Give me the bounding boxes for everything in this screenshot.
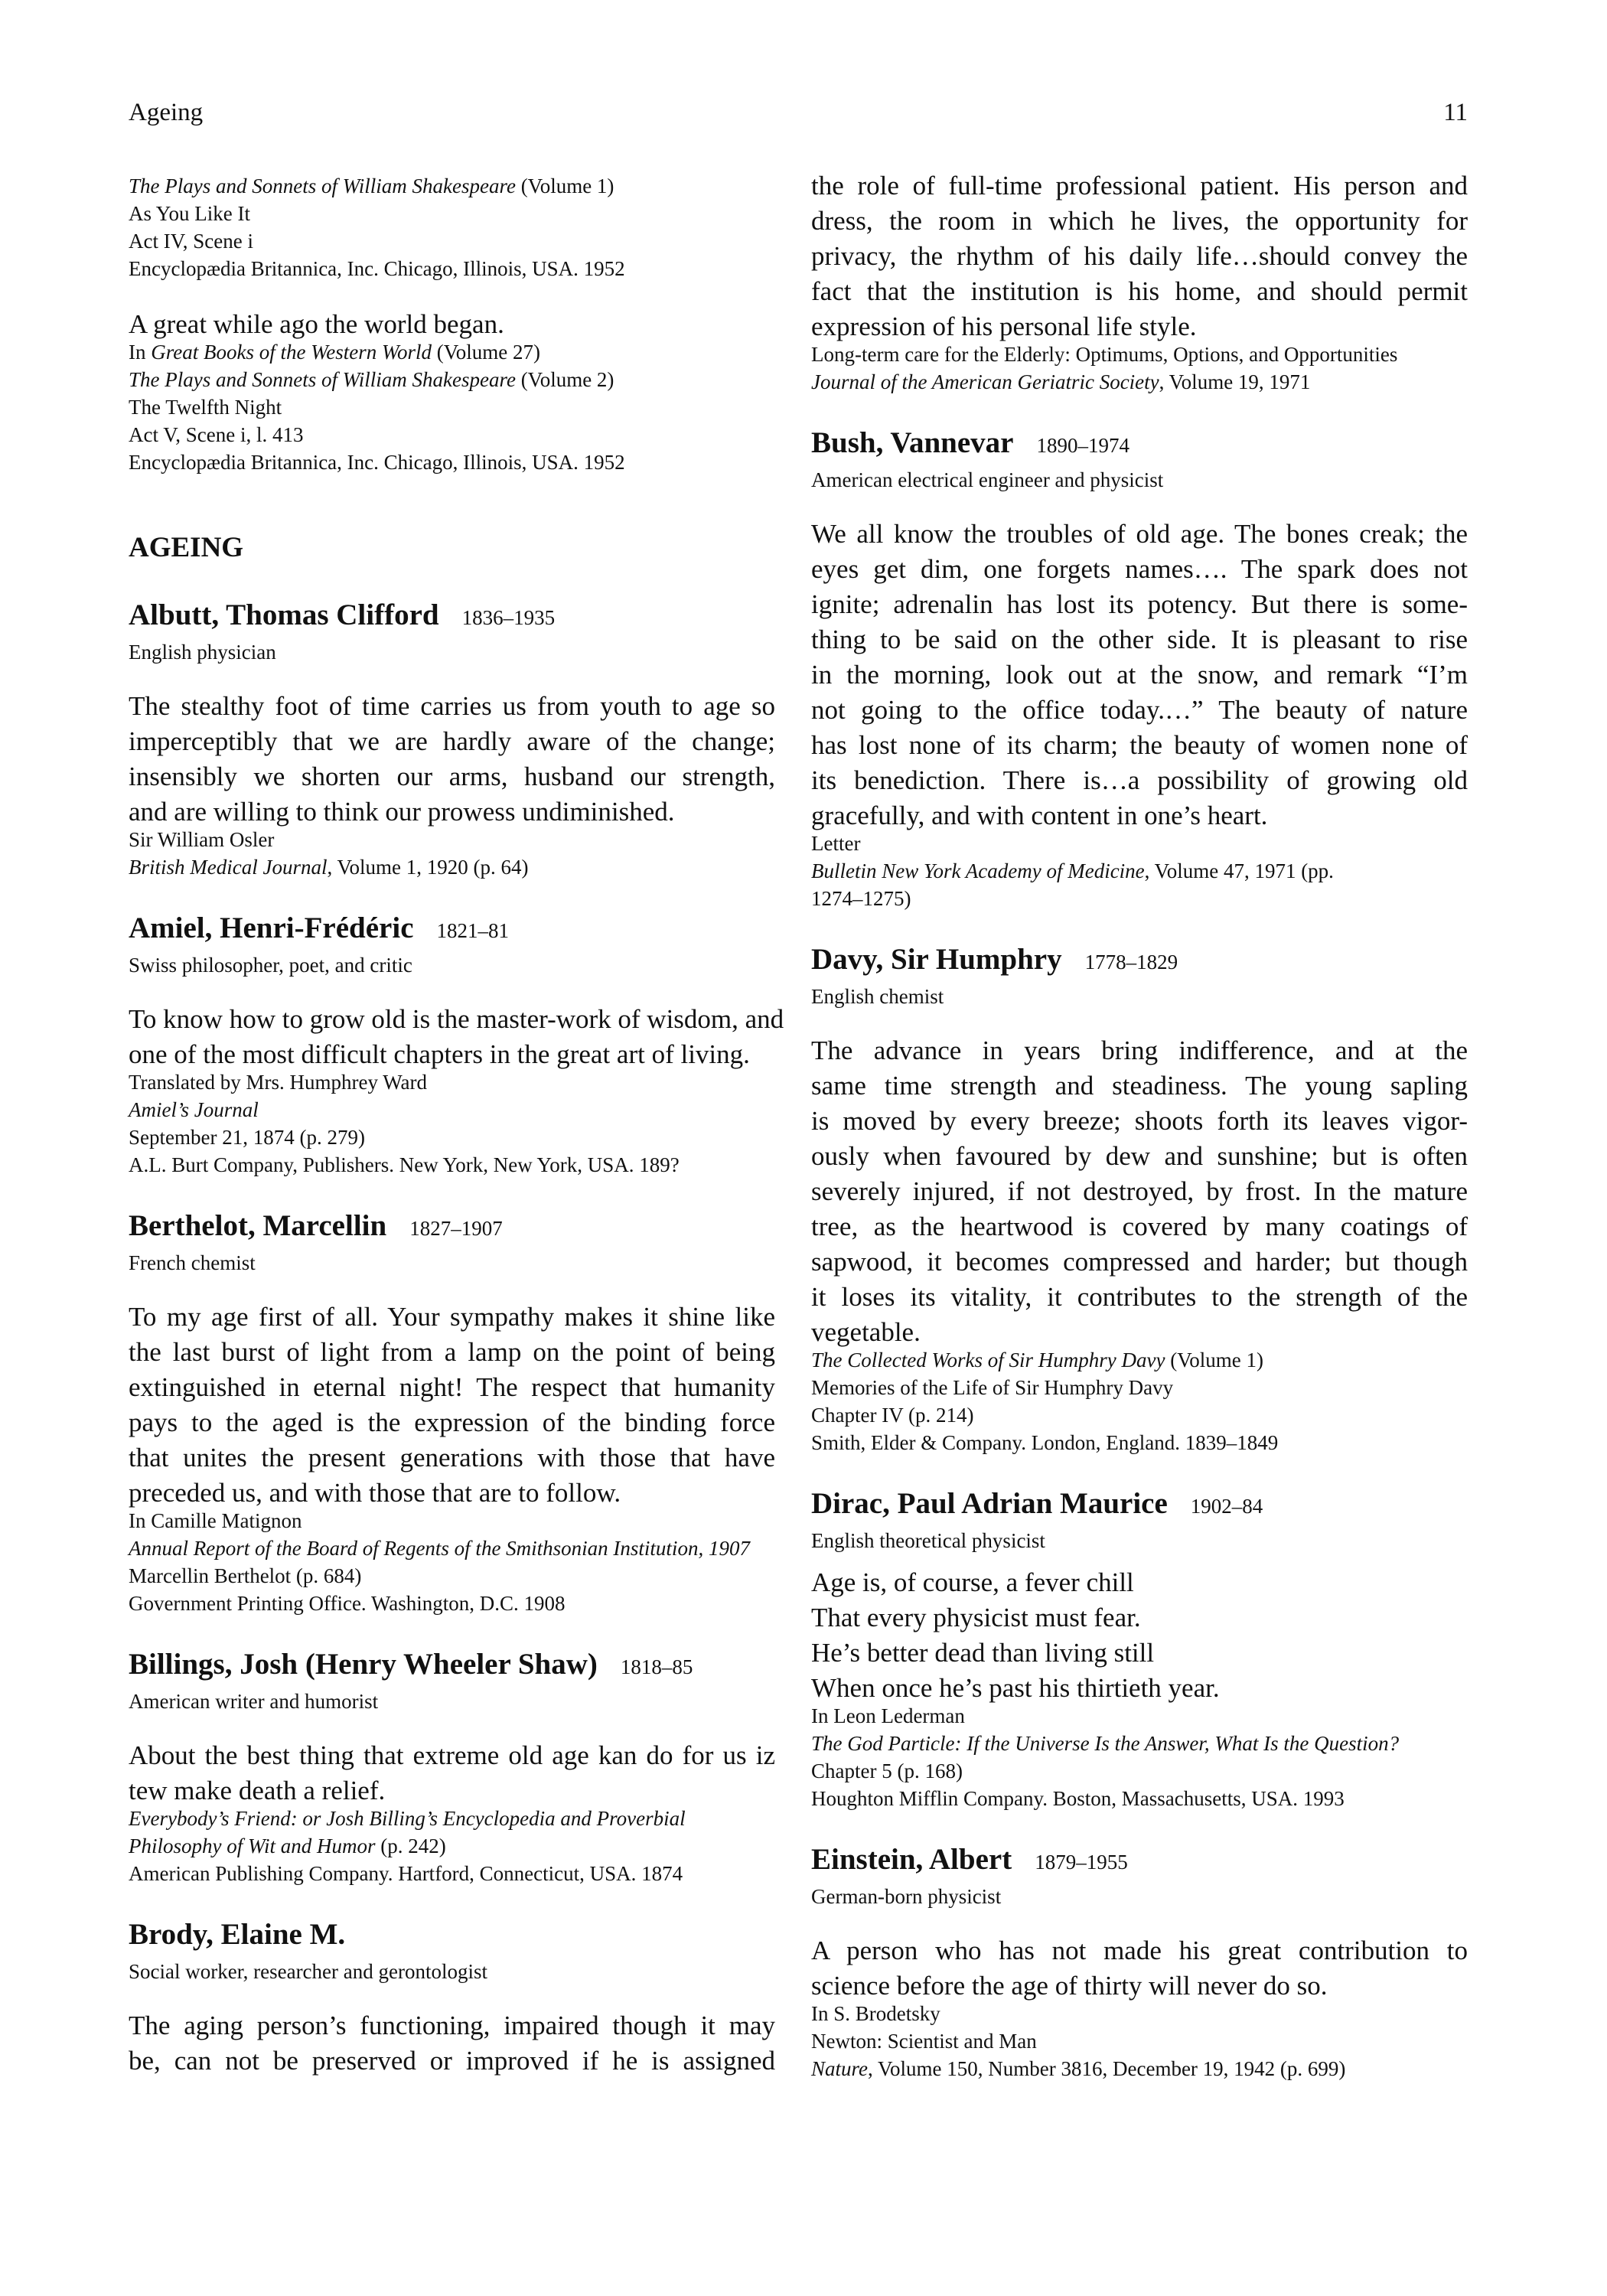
- author-dates: 1778–1829: [1084, 951, 1178, 974]
- author-entry: [811, 1487, 1468, 1554]
- author-description: American electrical engineer and physicist: [811, 468, 1164, 491]
- citation-text: (Volume 1): [515, 174, 614, 197]
- citation-text: Memories of the Life of Sir Humphry Davy: [811, 1376, 1174, 1399]
- quotation: [129, 689, 775, 830]
- quotation-line: severely injured, if not destroyed, by frost. In the mature: [811, 1176, 1468, 1206]
- citation-title: Great Books of the Western World: [151, 341, 432, 364]
- author-name: Brody, Elaine M.: [129, 1918, 346, 1951]
- quotation-line: ignite; adrenalin has lost its potency. But there is some-: [811, 589, 1468, 619]
- citation-text: , Volume 1, 1920 (p. 64): [327, 856, 529, 879]
- citation-line: [811, 368, 1468, 396]
- citation-line: [811, 1429, 1468, 1456]
- quotation-line: ously when favoured by dew and sunshine; but is often: [811, 1141, 1468, 1171]
- quotation-line: The advance in years bring indifference, and at the: [811, 1035, 1468, 1065]
- citation-line: [811, 885, 1468, 912]
- author-dates: 1890–1974: [1036, 434, 1129, 457]
- author-dates: 1818–85: [620, 1655, 693, 1678]
- citation: [129, 1805, 775, 1887]
- quotation-line: imperceptibly that we are hardly aware of the change;: [129, 726, 775, 756]
- citation-text: In S. Brodetsky: [811, 2002, 940, 2025]
- citation-text: , Volume 150, Number 3816, December 19, 1942 (p. 699): [868, 2057, 1346, 2080]
- author-entry: [129, 912, 775, 979]
- author-description: English chemist: [811, 985, 944, 1008]
- author-entry: [811, 943, 1468, 1010]
- citation-text: Sir William Osler: [129, 828, 275, 851]
- author-heading: [129, 1918, 775, 1958]
- quotation-line: preceded us, and with those that are to follow.: [129, 1478, 621, 1508]
- author-heading: [129, 598, 775, 638]
- citation-line: [129, 338, 775, 366]
- citation-line: [129, 366, 775, 393]
- author-description: Swiss philosopher, poet, and critic: [129, 954, 412, 977]
- author-dates: 1836–1935: [461, 606, 556, 629]
- author-name: Davy, Sir Humphry: [811, 943, 1062, 976]
- quotation-line: A great while ago the world began.: [129, 309, 504, 339]
- citation-title: Journal of the American Geriatric Society: [811, 370, 1159, 393]
- author-name: Billings, Josh (Henry Wheeler Shaw): [129, 1648, 598, 1681]
- citation-line: [811, 2055, 1468, 2082]
- citation-line: [129, 200, 775, 227]
- author-name: Bush, Vannevar: [811, 426, 1014, 459]
- quotation-line: and are willing to think our prowess undiminished.: [129, 797, 675, 827]
- citation-line: [129, 1068, 775, 1096]
- quotation-line: not going to the office today.…” The beauty of nature: [811, 695, 1468, 725]
- quotation: [129, 1738, 775, 1808]
- quotation-line: in the morning, look out at the snow, and remark “I’m: [811, 660, 1468, 690]
- citation-text: Encyclopædia Britannica, Inc. Chicago, Illinois, USA. 1952: [129, 451, 625, 474]
- citation-line: [811, 857, 1468, 885]
- citation-line: [129, 1124, 775, 1151]
- citation-line: [811, 2000, 1468, 2027]
- quotation: [129, 307, 775, 342]
- quotation-line: be, can not be preserved or improved if he is assigned: [129, 2046, 775, 2076]
- citation-line: [129, 1832, 775, 1860]
- citation-line: [129, 1534, 775, 1562]
- citation-line: [811, 830, 1468, 857]
- quotation: [129, 2008, 775, 2079]
- citation-line: [129, 1562, 775, 1590]
- citation-line: [811, 1785, 1468, 1812]
- citation: [811, 341, 1468, 396]
- author-dates: 1821–81: [436, 919, 509, 942]
- citation-line: [129, 448, 775, 476]
- citation-text: (p. 242): [375, 1835, 446, 1857]
- author-entry: [129, 1918, 775, 1985]
- citation: [129, 826, 775, 881]
- citation-title: The Plays and Sonnets of William Shakespeare: [129, 174, 516, 197]
- verse-quotation: [811, 1565, 1468, 1706]
- citation-line: [129, 255, 775, 282]
- citation-line: [811, 1374, 1468, 1401]
- citation-text: Long-term care for the Elderly: Optimums, Options, and Opportunities: [811, 343, 1398, 366]
- author-dates: 1827–1907: [409, 1217, 503, 1240]
- citation: [811, 2000, 1468, 2082]
- running-title: Ageing: [129, 99, 204, 126]
- citation-text: (Volume 1): [1165, 1349, 1263, 1371]
- citation-title: British Medical Journal: [129, 856, 328, 879]
- citation-text: Smith, Elder & Company. London, England. 1839–1849: [811, 1431, 1279, 1454]
- citation-line: [811, 1401, 1468, 1429]
- author-heading: [129, 912, 775, 951]
- citation-line: [811, 2027, 1468, 2055]
- citation-text: (Volume 27): [431, 341, 540, 364]
- left-column: [129, 168, 784, 2079]
- quotation: [811, 517, 1468, 833]
- quotation-line: To my age first of all. Your sympathy makes it shine like: [129, 1302, 775, 1332]
- author-entry: [811, 1843, 1468, 1910]
- quotation-line: When once he’s past his thirtieth year.: [811, 1673, 1220, 1703]
- citation-text: Act V, Scene i, l. 413: [129, 423, 304, 446]
- author-dates: 1902–84: [1190, 1495, 1263, 1518]
- right-column: [811, 168, 1468, 2082]
- citation-text: Encyclopædia Britannica, Inc. Chicago, Illinois, USA. 1952: [129, 257, 625, 280]
- citation-line: [129, 826, 775, 853]
- citation-text: In Leon Lederman: [811, 1704, 965, 1727]
- citation-line: [129, 1590, 775, 1617]
- citation-title: Nature: [811, 2057, 868, 2080]
- author-heading: [811, 943, 1468, 983]
- quotation: [129, 1002, 784, 1072]
- quotation-line: To know how to grow old is the master-work of wisdom, and: [129, 1004, 784, 1034]
- citation-line: [129, 1805, 775, 1832]
- author-entry: [129, 1648, 775, 1715]
- quotation-line: gracefully, and with content in one’s heart.: [811, 801, 1268, 830]
- quotation-line: dress, the room in which he lives, the opportunity for: [811, 206, 1468, 236]
- author-name: Einstein, Albert: [811, 1843, 1012, 1876]
- quotation-line: privacy, the rhythm of his daily life…should convey the: [811, 241, 1468, 271]
- quotation-line: is moved by every breeze; shoots forth its leaves vigor-: [811, 1106, 1468, 1136]
- citation-text: In Camille Matignon: [129, 1509, 302, 1532]
- citation-text: Newton: Scientist and Man: [811, 2030, 1037, 2053]
- author-dates: 1879–1955: [1035, 1851, 1128, 1874]
- citation-line: [129, 1096, 775, 1124]
- quotation-line: The aging person’s functioning, impaired though it may: [129, 2011, 775, 2040]
- citation-line: [129, 853, 775, 881]
- citation: [811, 1702, 1468, 1812]
- quotation: [811, 1933, 1468, 2004]
- citation-text: Letter: [811, 832, 861, 855]
- author-entry: [129, 598, 775, 666]
- citation-text: As You Like It: [129, 202, 251, 225]
- author-description: French chemist: [129, 1251, 256, 1274]
- quotation-line: Age is, of course, a fever chill: [811, 1567, 1134, 1597]
- quotation-line: same time strength and steadiness. The young sapling: [811, 1071, 1468, 1101]
- citation-text: A.L. Burt Company, Publishers. New York, New York, USA. 189?: [129, 1153, 680, 1176]
- quotation: [129, 1300, 775, 1511]
- citation-text: Chapter IV (p. 214): [811, 1404, 974, 1427]
- citation-text: September 21, 1874 (p. 279): [129, 1126, 365, 1149]
- quotation-line: pays to the aged is the expression of the binding force: [129, 1407, 775, 1437]
- quotation-line: it loses its vitality, it contributes to the strength of the: [811, 1282, 1468, 1312]
- citation-line: [811, 1702, 1468, 1730]
- citation-title: The Plays and Sonnets of William Shakespeare: [129, 368, 516, 391]
- author-entry: [811, 426, 1468, 494]
- section-heading: AGEING: [129, 532, 244, 563]
- author-name: Albutt, Thomas Clifford: [129, 598, 439, 631]
- citation-text: Translated by Mrs. Humphrey Ward: [129, 1071, 428, 1094]
- quotation-line: A person who has not made his great contribution to: [811, 1936, 1468, 1965]
- author-heading: [811, 1843, 1468, 1883]
- citation: [811, 830, 1468, 912]
- citation-title: Everybody’s Friend: or Josh Billing’s Encyclopedia and Proverbial: [129, 1807, 686, 1830]
- quotation-line: insensibly we shorten our arms, husband our strength,: [129, 762, 775, 791]
- citation-text: Government Printing Office. Washington, D.C. 1908: [129, 1592, 566, 1615]
- quotation-line: About the best thing that extreme old age kan do for us iz: [129, 1740, 775, 1770]
- author-description: German-born physicist: [811, 1885, 1002, 1908]
- quotation-line: extinguished in eternal night! The respect that humanity: [129, 1372, 775, 1402]
- citation-text: , Volume 19, 1971: [1159, 370, 1311, 393]
- citation: [129, 172, 775, 282]
- quotation-line: vegetable.: [811, 1317, 921, 1347]
- citation: [129, 1068, 775, 1179]
- citation-line: [811, 341, 1468, 368]
- citation-title: The God Particle: If the Universe Is the Answer, What Is the Question?: [811, 1732, 1400, 1755]
- citation-title: Amiel’s Journal: [129, 1098, 259, 1121]
- citation-line: [129, 421, 775, 448]
- citation-text: Act IV, Scene i: [129, 230, 253, 253]
- quotation-line: tew make death a relief.: [129, 1776, 386, 1805]
- citation-line: [811, 1730, 1468, 1757]
- quotation-line: its benediction. There is…a possibility of growing old: [811, 765, 1468, 795]
- author-name: Berthelot, Marcellin: [129, 1209, 387, 1242]
- quotation-line: The stealthy foot of time carries us from youth to age so: [129, 691, 775, 721]
- citation: [129, 1507, 775, 1617]
- quotation-line: the last burst of light from a lamp on the point of being: [129, 1337, 775, 1367]
- quotation-line: eyes get dim, one forgets names…. The spark does not: [811, 554, 1468, 584]
- author-description: Social worker, researcher and gerontologist: [129, 1960, 487, 1983]
- quotation-line: science before the age of thirty will never do so.: [811, 1971, 1328, 2001]
- quotation-line: expression of his personal life style.: [811, 311, 1197, 341]
- citation-title: Bulletin New York Academy of Medicine: [811, 859, 1145, 882]
- quotation-line: has lost none of its charm; the beauty of women none of: [811, 730, 1468, 760]
- citation-title: Annual Report of the Board of Regents of the Smithsonian Institution, 1907: [129, 1537, 750, 1560]
- citation-line: [811, 1346, 1468, 1374]
- citation-text: American Publishing Company. Hartford, Connecticut, USA. 1874: [129, 1862, 683, 1885]
- citation-text: (Volume 2): [515, 368, 614, 391]
- citation-title: Philosophy of Wit and Humor: [129, 1835, 376, 1857]
- citation-text: , Volume 47, 1971 (pp.: [1144, 859, 1334, 882]
- quotation-line: He’s better dead than living still: [811, 1638, 1155, 1668]
- author-description: English physician: [129, 641, 276, 664]
- citation-line: [129, 227, 775, 255]
- quotation-line: sapwood, it becomes compressed and harder; but though: [811, 1247, 1468, 1277]
- quotation-line: the role of full-time professional patient. His person and: [811, 171, 1468, 201]
- author-description: English theoretical physicist: [811, 1529, 1045, 1552]
- citation-line: [129, 1151, 775, 1179]
- citation-text: 1274–1275): [811, 887, 911, 910]
- quotation-line: thing to be said on the other side. It is pleasant to rise: [811, 625, 1468, 654]
- author-name: Dirac, Paul Adrian Maurice: [811, 1487, 1168, 1520]
- citation-line: [129, 393, 775, 421]
- quotation-line: one of the most difficult chapters in the great art of living.: [129, 1039, 750, 1069]
- quotation-line: We all know the troubles of old age. The bones creak; the: [811, 519, 1468, 549]
- citation-title: The Collected Works of Sir Humphry Davy: [811, 1349, 1165, 1371]
- citation-line: [129, 172, 775, 200]
- citation-line: [129, 1507, 775, 1534]
- citation-text: Houghton Mifflin Company. Boston, Massachusetts, USA. 1993: [811, 1787, 1345, 1810]
- author-heading: [129, 1648, 775, 1688]
- quotation: [811, 1033, 1468, 1350]
- citation-text: The Twelfth Night: [129, 396, 282, 419]
- author-entry: [129, 1209, 775, 1277]
- citation: [129, 338, 775, 476]
- author-heading: [811, 426, 1468, 466]
- citation: [811, 1346, 1468, 1456]
- quotation-line: fact that the institution is his home, and should permit: [811, 276, 1468, 306]
- citation-line: [811, 1757, 1468, 1785]
- citation-text: Chapter 5 (p. 168): [811, 1760, 963, 1782]
- author-heading: [811, 1487, 1468, 1527]
- citation-line: [129, 1860, 775, 1887]
- citation-text: In: [129, 341, 152, 364]
- page-number: 11: [1443, 99, 1468, 126]
- citation-text: Marcellin Berthelot (p. 684): [129, 1564, 362, 1587]
- author-description: American writer and humorist: [129, 1690, 379, 1713]
- quotation-line: tree, as the heartwood is covered by many coatings of: [811, 1212, 1468, 1241]
- quotation: [811, 168, 1468, 344]
- quotation-line: that unites the present generations with those that have: [129, 1443, 775, 1473]
- author-heading: [129, 1209, 775, 1249]
- author-name: Amiel, Henri-Frédéric: [129, 912, 414, 944]
- quotation-line: That every physicist must fear.: [811, 1603, 1141, 1632]
